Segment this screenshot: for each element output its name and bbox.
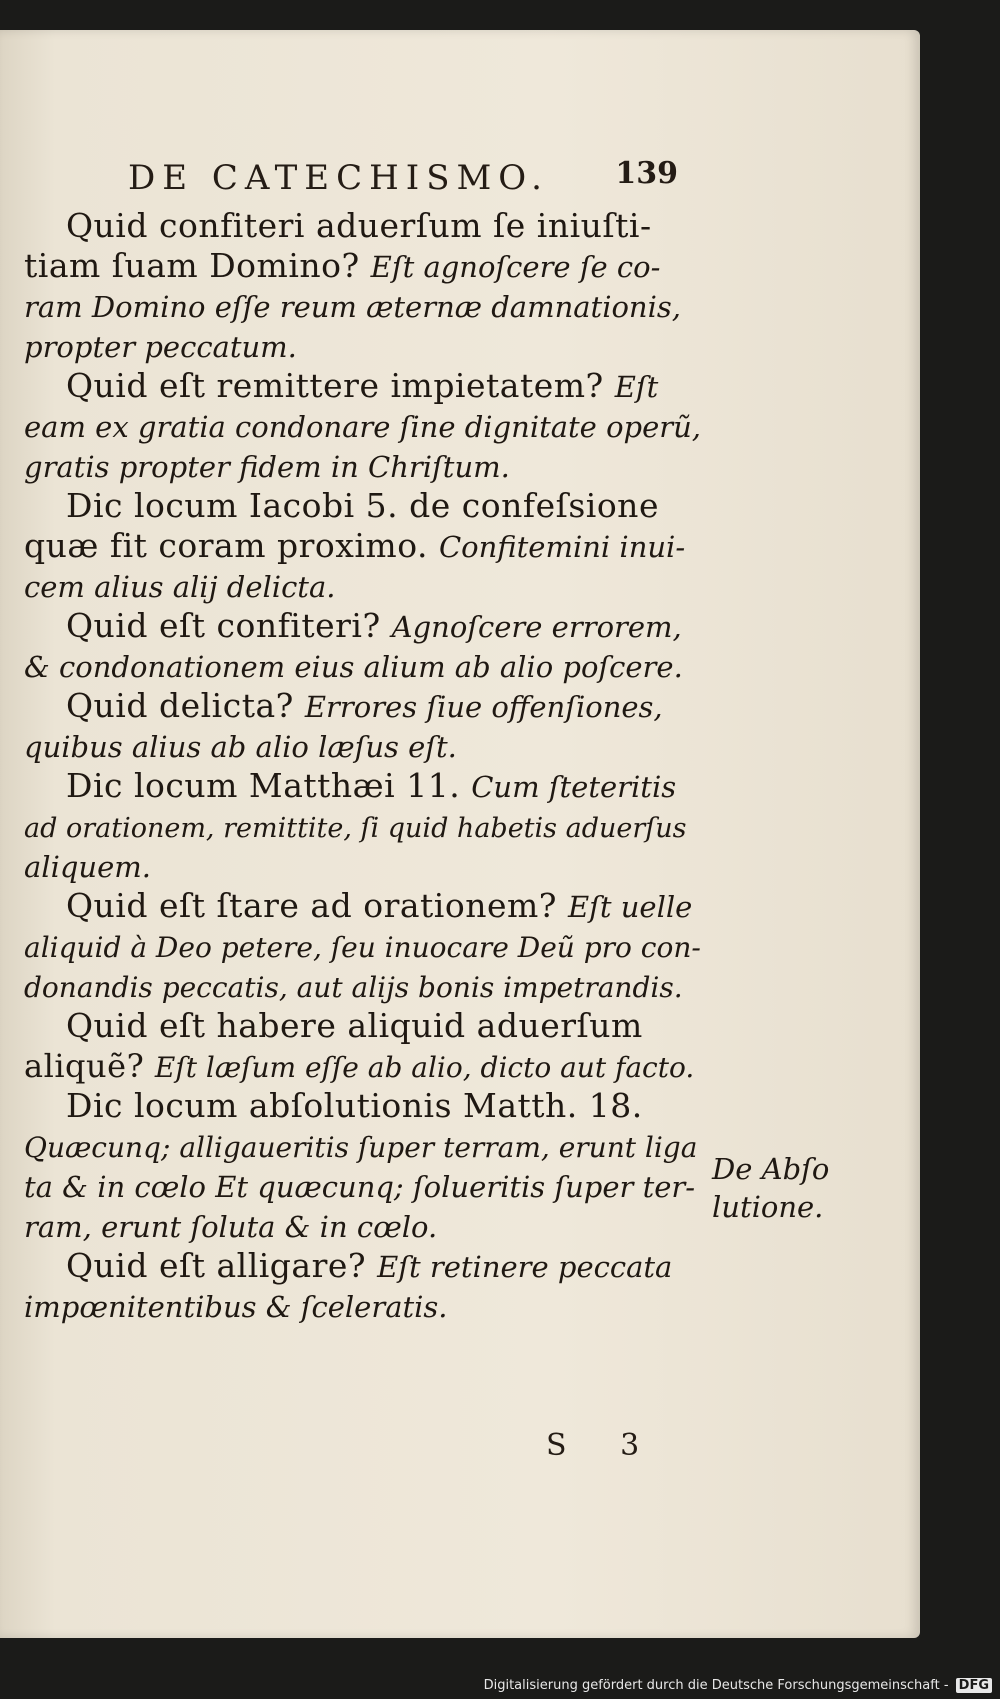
italic-text: ta & in cœlo Et quæcunq; ſolueritis ſuper ter- bbox=[24, 1170, 696, 1204]
roman-text: Quid eſt remittere impietatem? bbox=[66, 366, 615, 405]
roman-text: quæ fit coram proximo. bbox=[24, 526, 439, 565]
text-line bbox=[24, 486, 704, 526]
roman-text: Quid eſt ſtare ad orationem? bbox=[66, 886, 568, 925]
running-title: DE CATECHISMO. bbox=[128, 158, 549, 198]
digitization-credit bbox=[484, 1678, 992, 1693]
text-line bbox=[24, 1286, 704, 1326]
roman-text: tiam ſuam Domino? bbox=[24, 246, 371, 285]
text-line bbox=[24, 1166, 704, 1206]
roman-text: aliquẽ? bbox=[24, 1047, 155, 1085]
italic-text: Eſt bbox=[614, 370, 659, 404]
italic-text: Quæcunq; alligaueritis ſuper terram, erunt liga bbox=[24, 1131, 698, 1164]
roman-text: Dic locum Iacobi 5. de confeſsione bbox=[66, 486, 659, 525]
italic-text: Eſt uelle bbox=[567, 890, 693, 924]
text-line bbox=[24, 1046, 704, 1086]
italic-text: gratis propter fidem in Chriſtum. bbox=[24, 450, 510, 484]
text-line bbox=[24, 526, 704, 566]
text-line bbox=[24, 726, 704, 766]
italic-text: ad orationem, remittite, ſi quid habetis aduerſus bbox=[24, 813, 687, 844]
italic-text: ram Domino eſſe reum æternæ damnationis, bbox=[24, 290, 681, 324]
text-line bbox=[24, 366, 704, 406]
text-line bbox=[24, 846, 704, 886]
italic-text: impœnitentibus & ſceleratis. bbox=[24, 1290, 448, 1324]
page-number: 139 bbox=[615, 156, 678, 191]
italic-text: Confitemini inui- bbox=[438, 530, 686, 564]
text-line bbox=[24, 1006, 704, 1046]
text-line bbox=[24, 1246, 704, 1286]
italic-text: Agnoſcere errorem, bbox=[391, 610, 682, 644]
text-line bbox=[24, 766, 704, 806]
text-line bbox=[24, 1126, 704, 1166]
italic-text: cem alius alij delicta. bbox=[24, 570, 336, 604]
roman-text: Quid eſt alligare? bbox=[66, 1246, 378, 1285]
text-line bbox=[24, 406, 704, 446]
italic-text: Eſt retinere peccata bbox=[377, 1250, 673, 1284]
italic-text: eam ex gratia condonare ſine dignitate operũ, bbox=[24, 410, 702, 444]
dfg-logo: DFG bbox=[956, 1678, 992, 1693]
roman-text: Quid confiteri aduerſum ſe iniuſti- bbox=[66, 206, 652, 245]
text-line bbox=[24, 566, 704, 606]
text-line bbox=[24, 206, 704, 246]
roman-text: Quid eſt habere aliquid aduerſum bbox=[66, 1006, 643, 1045]
text-line bbox=[24, 806, 704, 846]
italic-text: Cum ſteteritis bbox=[471, 770, 677, 804]
italic-text: donandis peccatis, aut alijs bonis impetrandis. bbox=[24, 971, 683, 1004]
roman-text: Dic locum abſolutionis Matth. 18. bbox=[66, 1086, 643, 1125]
body-text bbox=[24, 206, 704, 1326]
text-line bbox=[24, 286, 704, 326]
italic-text: quibus alius ab alio læſus eſt. bbox=[24, 730, 457, 764]
roman-text: Quid eſt confiteri? bbox=[66, 606, 392, 645]
text-line bbox=[24, 606, 704, 646]
text-line bbox=[24, 926, 704, 966]
text-line bbox=[24, 966, 704, 1006]
text-line bbox=[24, 886, 704, 926]
italic-text: & condonationem eius alium ab alio poſcere. bbox=[24, 650, 683, 684]
italic-text: Errores ſiue offenſiones, bbox=[304, 690, 663, 724]
text-line bbox=[24, 1086, 704, 1126]
page-header bbox=[128, 158, 678, 198]
signature-mark: S 3 bbox=[546, 1428, 662, 1463]
book-page bbox=[0, 30, 920, 1638]
italic-text: aliquem. bbox=[24, 850, 151, 884]
italic-text: aliquid à Deo petere, ſeu inuocare Deũ pro con- bbox=[24, 931, 701, 964]
text-line bbox=[24, 646, 704, 686]
text-line bbox=[24, 1206, 704, 1246]
roman-text: Dic locum Matthæi 11. bbox=[66, 766, 472, 805]
italic-text: propter peccatum. bbox=[24, 330, 297, 364]
text-line bbox=[24, 326, 704, 366]
text-line bbox=[24, 686, 704, 726]
italic-text: ram, erunt ſoluta & in cœlo. bbox=[24, 1210, 438, 1244]
roman-text: Quid delicta? bbox=[66, 686, 305, 725]
credit-text: Digitalisierung gefördert durch die Deutsche Forschungsgemeinschaft - bbox=[483, 1678, 949, 1693]
italic-text: Eſt agnoſcere ſe co- bbox=[370, 250, 661, 284]
text-line bbox=[24, 246, 704, 286]
italic-text: Eſt læſum eſſe ab alio, dicto aut facto. bbox=[154, 1051, 695, 1084]
text-line bbox=[24, 446, 704, 486]
margin-note: De Abſo lutione. bbox=[712, 1152, 830, 1224]
